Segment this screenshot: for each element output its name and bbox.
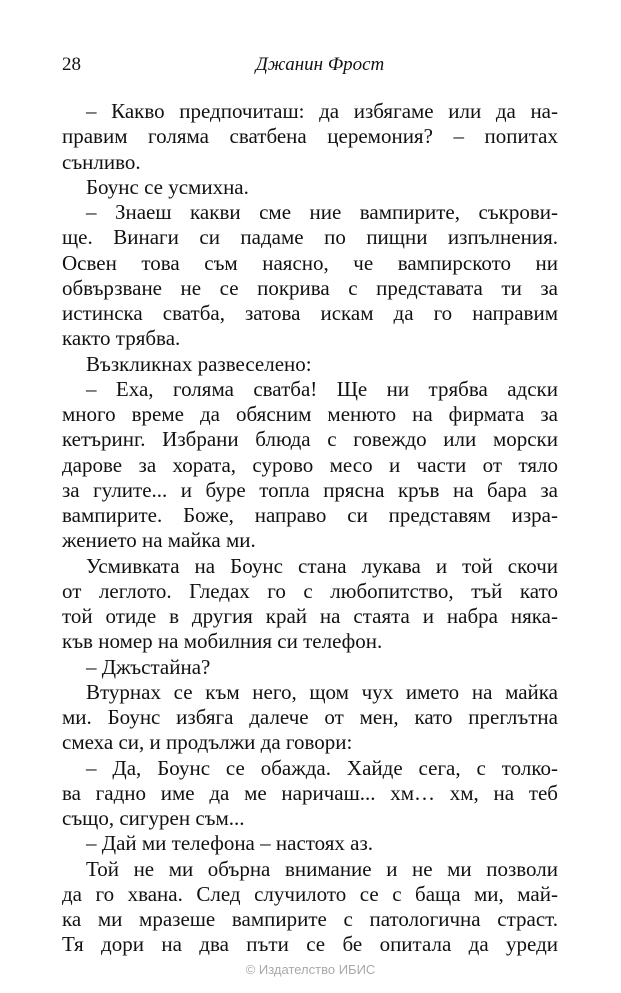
text-line: Тя дори на два пъти се бе опитала да уреди [62, 932, 558, 957]
text-line: вампирите. Боже, направо си представям изра- [62, 503, 558, 527]
text-line: ка ми мразеше вампирите с патологична страст. [62, 907, 558, 931]
text-line: – Знаеш какви сме ние вампирите, съкрови- [86, 200, 558, 224]
text-line: – Дай ми телефона – настоях аз. [86, 831, 374, 856]
text-line: кетъринг. Избрани блюда с говеждо или морски [62, 427, 558, 452]
text-line: много време да обясним менюто на фирмата за [62, 402, 558, 426]
text-line: Възкликнах развеселено: [86, 351, 312, 376]
text-line: – Джъстайна? [86, 654, 211, 679]
text-line: смеха си, и продължи да говори: [62, 730, 353, 755]
text-line: той отиде в другия край на стаята и набра няка- [62, 604, 558, 628]
text-line: правим голяма сватбена церемония? – попитах [62, 124, 558, 149]
text-line: сънливо. [62, 149, 141, 174]
text-line: Усмивката на Боунс стана лукава и той скочи [86, 553, 558, 578]
text-line: истинска сватба, затова искам да го направим [62, 301, 558, 325]
text-line: дарове за хората, сурово месо и части от тяло [62, 452, 558, 477]
text-line: Освен това съм наясно, че вампирското ни [62, 250, 558, 275]
text-line: също, сигурен съм... [62, 806, 245, 830]
text-body [62, 99, 558, 958]
text-line: за гулите... и буре топла прясна кръв на бара за [62, 477, 558, 502]
text-line: – Еха, голяма сватба! Ще ни трябва адски [86, 376, 558, 401]
text-line: Втурнах се към него, щом чух името на майка [86, 679, 558, 704]
text-line: както трябва. [62, 326, 181, 351]
page-number: 28 [62, 54, 81, 75]
text-line: – Какво предпочиташ: да избягаме или да на- [86, 99, 558, 123]
text-line: ще. Винаги си падаме по пищни изпълнения. [62, 225, 558, 250]
text-line: от леглото. Гледах го с любопитство, тъй като [62, 578, 558, 603]
running-title: Джанин Фрост [255, 54, 385, 75]
text-line: Той не ми обърна внимание и не ми позволи [86, 856, 558, 881]
text-line: къв номер на мобилния си телефон. [62, 629, 383, 654]
text-line: ва гадно име да ме наричаш... хм… хм, на теб [62, 780, 558, 805]
text-line: ми. Боунс избяга далече от мен, като преглътна [62, 705, 558, 729]
text-line: – Да, Боунс се обажда. Хайде сега, с толко- [86, 755, 558, 780]
text-line: обвързване не се покрива с представата ти за [62, 275, 558, 300]
text-line: да го хвана. След случилото се с баща ми, май- [62, 881, 558, 906]
text-line: жението на майка ми. [62, 528, 256, 553]
text-line: Боунс се усмихна. [86, 174, 249, 199]
copyright-footer: © Издателство ИБИС [245, 962, 376, 977]
